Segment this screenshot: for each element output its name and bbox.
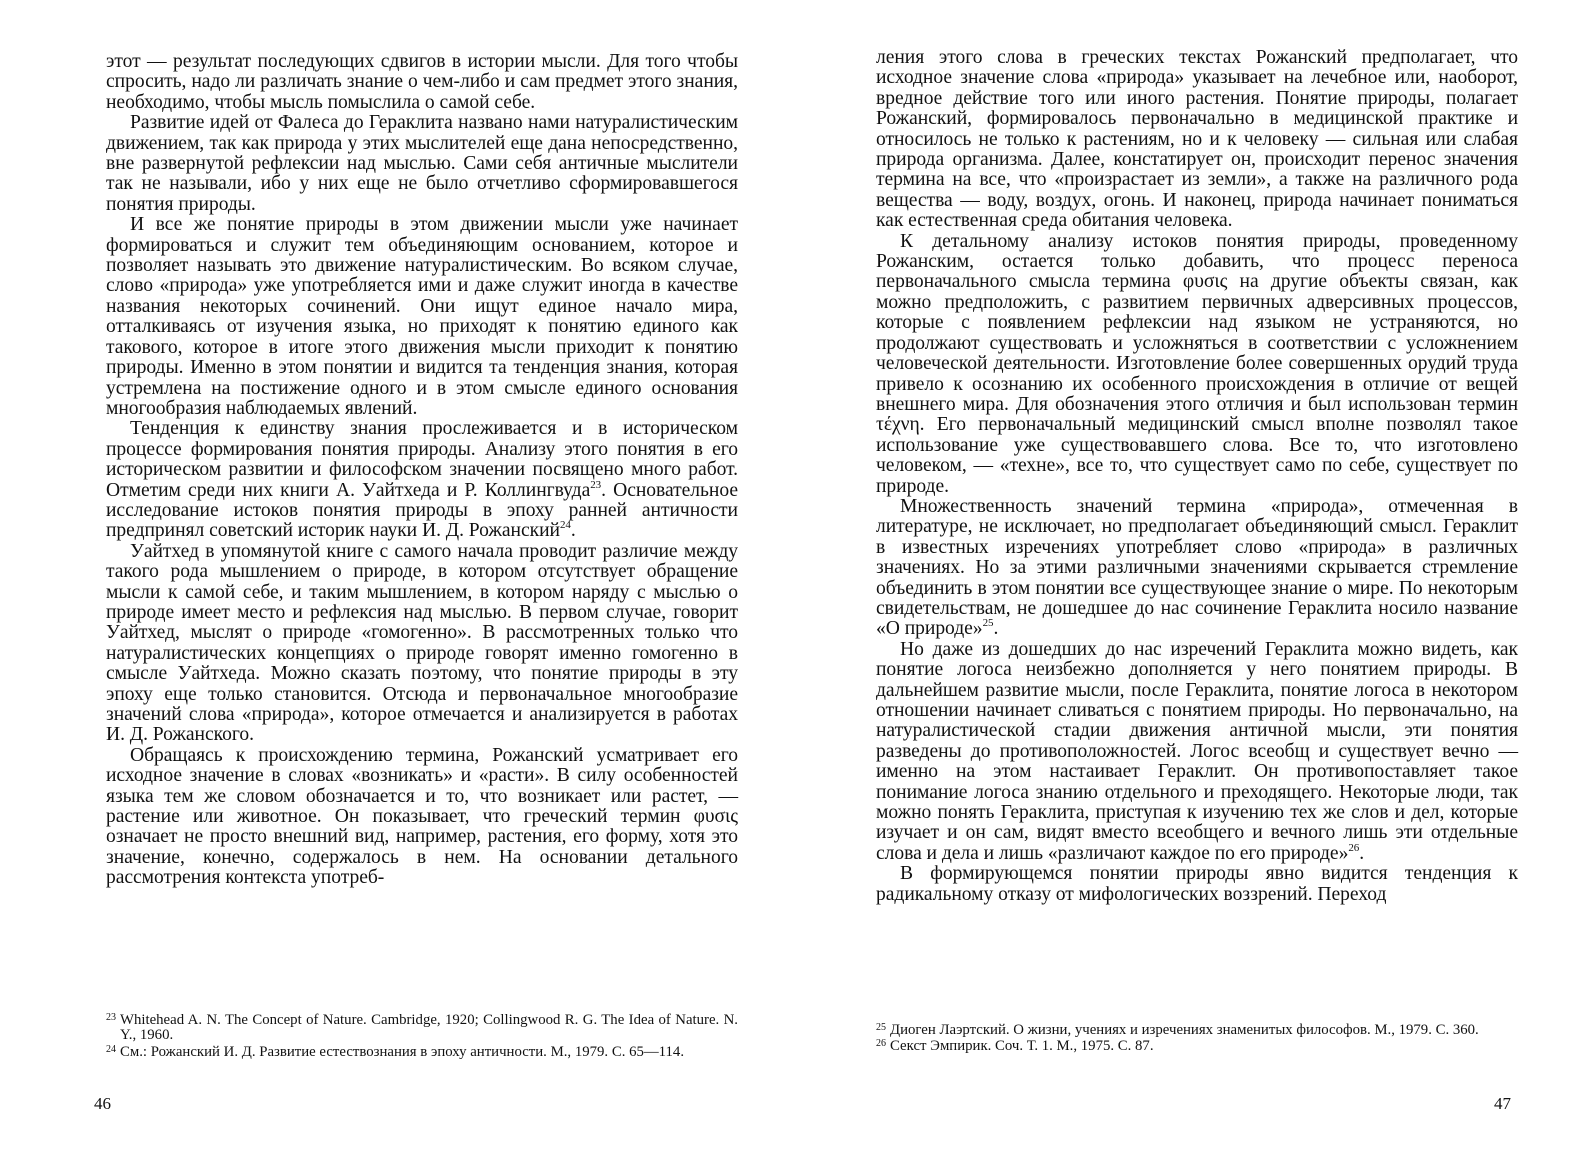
paragraph-text: Но даже из дошедших до нас изречений Гераклита можно видеть, как понятие логоса неизбежно дополняется у него понятием природы. В дальнейшем развитие мысли, после Гераклита, понятие логоса в некотором отношении начинает сливаться с понятием природы. Но первоначально, на натуралистической стадии движения античной мысли, эти понятия разведены до противоположностей. Логос всеобщ и существует вечно — именно на этом настаивает Гераклит. Он противопоставляет такое понимание логоса знанию отдельного и преходящего. Некоторые люди, так можно понять Гераклита, приступая к изучению тех же слов и дел, которые изучает и он сам, видят вместо всеобщего и вечного лишь эти отдельные слова и дела и лишь «различают каждое по его природе» <box>876 638 1518 864</box>
paragraph: В формирующемся понятии природы явно видится тенденция к радикальному отказу от мифологических воззрений. Переход <box>876 863 1518 905</box>
footnote-text: См.: Рожанский И. Д. Развитие естествознания в эпоху античности. М., 1979. С. 65—114. <box>120 1043 685 1060</box>
paragraph-text: . <box>570 520 576 542</box>
footnote-number: 23 <box>106 1012 116 1023</box>
paragraph-text: . <box>993 618 999 640</box>
footnote <box>876 1023 1518 1038</box>
paragraph: К детальному анализу истоков понятия природы, проведенному Рожанским, остается только добавить, что процесс переноса первоначального смысла термина φυσις на другие объекты связан, как можно предположить, с развитием первичных адверсивных процессов, которые с появлением рефлексии над языком не устраняются, но продолжают существовать и усложняться в соответствии с усложнением человеческой деятельности. Изготовление более совершенных орудий труда привело к осознанию их особенного происхождения в отличие от вещей внешнего мира. Для обозначения этого отличия и был использован термин τέχνη. Его первоначальный медицинский смысл вполне позволял такое использование уже существовавшего слова. Все то, что изготовлено человеком, — «техне», все то, что существует само по себе, существует по природе. <box>876 230 1518 497</box>
footnote <box>876 1039 1518 1054</box>
paragraph: Уайтхед в упомянутой книге с самого начала проводит различие между такого рода мышлением о природе, в котором отсутствует обращение мысли к самой себе, и таким мышлением, в котором наряду с мыслью о природе имеет место и рефлексия над мыслью. В первом случае, говорит Уайтхед, мыслят о природе «гомогенно». В рассмотренных только что натуралистических концепциях о природе говорят именно гомогенно в смысле Уайтхеда. Можно сказать поэтому, что понятие природы в эту эпоху еще только становится. Отсюда и первоначальное многообразие значений слова «природа», которое отмечается и анализируется в работах И. Д. Рожанского. <box>106 540 738 746</box>
left-body-text <box>106 52 738 889</box>
footnote-ref: 23 <box>590 478 602 491</box>
footnote-number: 24 <box>106 1043 116 1055</box>
footnote-ref: 26 <box>1348 841 1360 854</box>
footnote <box>106 1013 738 1044</box>
paragraph: Обращаясь к происхождению термина, Рожанский усматривает его исходное значение в словах «возникать» и «расти». В силу особенностей языка тем же словом обозначается и то, что возникает или растет, — растение или животное. Он показывает, что греческий термин φυσις означает не просто внешний вид, например, растения, его форму, хотя это значение, конечно, содержалось в нем. На основании детального рассмотрения контекста употреб- <box>106 744 738 889</box>
page-number: 47 <box>1494 1094 1511 1113</box>
paragraph-text: Множественность значений термина «природа», отмеченная в литературе, не исключает, но предполагает объединяющий смысл. Гераклит в известных изречениях употребляет слово «природа» в различных значениях. Но за этими различными значениями скрывается стремление объединить в этом понятии все существующее знание о мире. По некоторым свидетельствам, не дошедшее до нас сочинение Гераклита носило название «О природе» <box>876 495 1518 640</box>
footnote-text: Диоген Лаэртский. О жизни, учениях и изречениях знаменитых философов. М., 1979. С. 360. <box>890 1022 1479 1038</box>
paragraph: Развитие идей от Фалеса до Гераклита названо нами натуралистическим движением, так как природа у этих мыслителей еще дана непосредственно, вне развернутой рефлексии над мыслью. Сами себя античные мыслители так не называли, ибо у них еще не было отчетливо сформировавшегося понятия природы. <box>106 112 738 215</box>
paragraph: ления этого слова в греческих текстах Рожанский предполагает, что исходное значение слова «природа» указывает на лечебное или, наоборот, вредное действие того или иного растения. Понятие природы, полагает Рожанский, формировалось первоначально в медицинской практике и относилось не только к растениям, но и к человеку — сильная или слабая природа организма. Далее, констатирует он, происходит перенос значения термина на все, что «произрастает из земли», а также на различного рода вещества — воду, воздух, огонь. И наконец, природа начинает пониматься как естественная среда обитания человека. <box>876 47 1518 232</box>
paragraph <box>876 497 1518 640</box>
paragraph: этот — результат последующих сдвигов в истории мысли. Для того чтобы спросить, надо ли различать знание о чем-либо и сам предмет этого знания, необходимо, чтобы мысль помыслила о самой себе. <box>106 51 738 113</box>
footnote <box>106 1045 738 1060</box>
right-footnotes <box>876 1023 1518 1056</box>
footnote-text: Whitehead A. N. The Concept of Nature. Cambridge, 1920; Collingwood R. G. The Idea of Nature. N. Y., 1960. <box>120 1012 738 1044</box>
right-body-text <box>876 48 1518 905</box>
paragraph-text: Тенденция к единству знания прослеживается и в историческом процессе формирования понятия природы. Анализу этого понятия в его историческом развитии и философском значении посвящено много работ. Отметим среди них книги А. Уайтхеда и Р. Коллингвуда <box>106 418 738 501</box>
paragraph: И все же понятие природы в этом движении мысли уже начинает формироваться и служит тем объединяющим основанием, которое и позволяет называть это движение натуралистическим. Во всяком случае, слово «природа» уже употребляется ими и даже служит иногда в качестве названия некоторых сочинений. Они ищут единое начало мира, отталкиваясь от изучения языка, но приходят к понятию единого как такового, которое в итоге этого движения мысли приходит к понятию природы. Именно в этом понятии и видится та тенденция знания, которая устремлена на постижение одного и в этом смысле единого основания многообразия наблюдаемых явлений. <box>106 214 738 419</box>
paragraph-text: . Основательное исследование истоков понятия природы в эпоху ранней античности предпринял советский историк науки И. Д. Рожанский <box>106 479 738 542</box>
page-number: 46 <box>94 1094 111 1113</box>
paragraph-text: . <box>1359 842 1365 864</box>
footnote-ref: 24 <box>559 519 571 532</box>
left-footnotes <box>106 1013 738 1061</box>
footnote-number: 25 <box>876 1022 886 1033</box>
paragraph <box>106 419 738 541</box>
right-page <box>798 0 1596 1176</box>
footnote-ref: 25 <box>982 617 994 630</box>
footnote-number: 26 <box>876 1038 886 1050</box>
paragraph <box>876 640 1518 864</box>
footnote-text: Секст Эмпирик. Соч. Т. 1. М., 1975. С. 87. <box>890 1038 1154 1055</box>
